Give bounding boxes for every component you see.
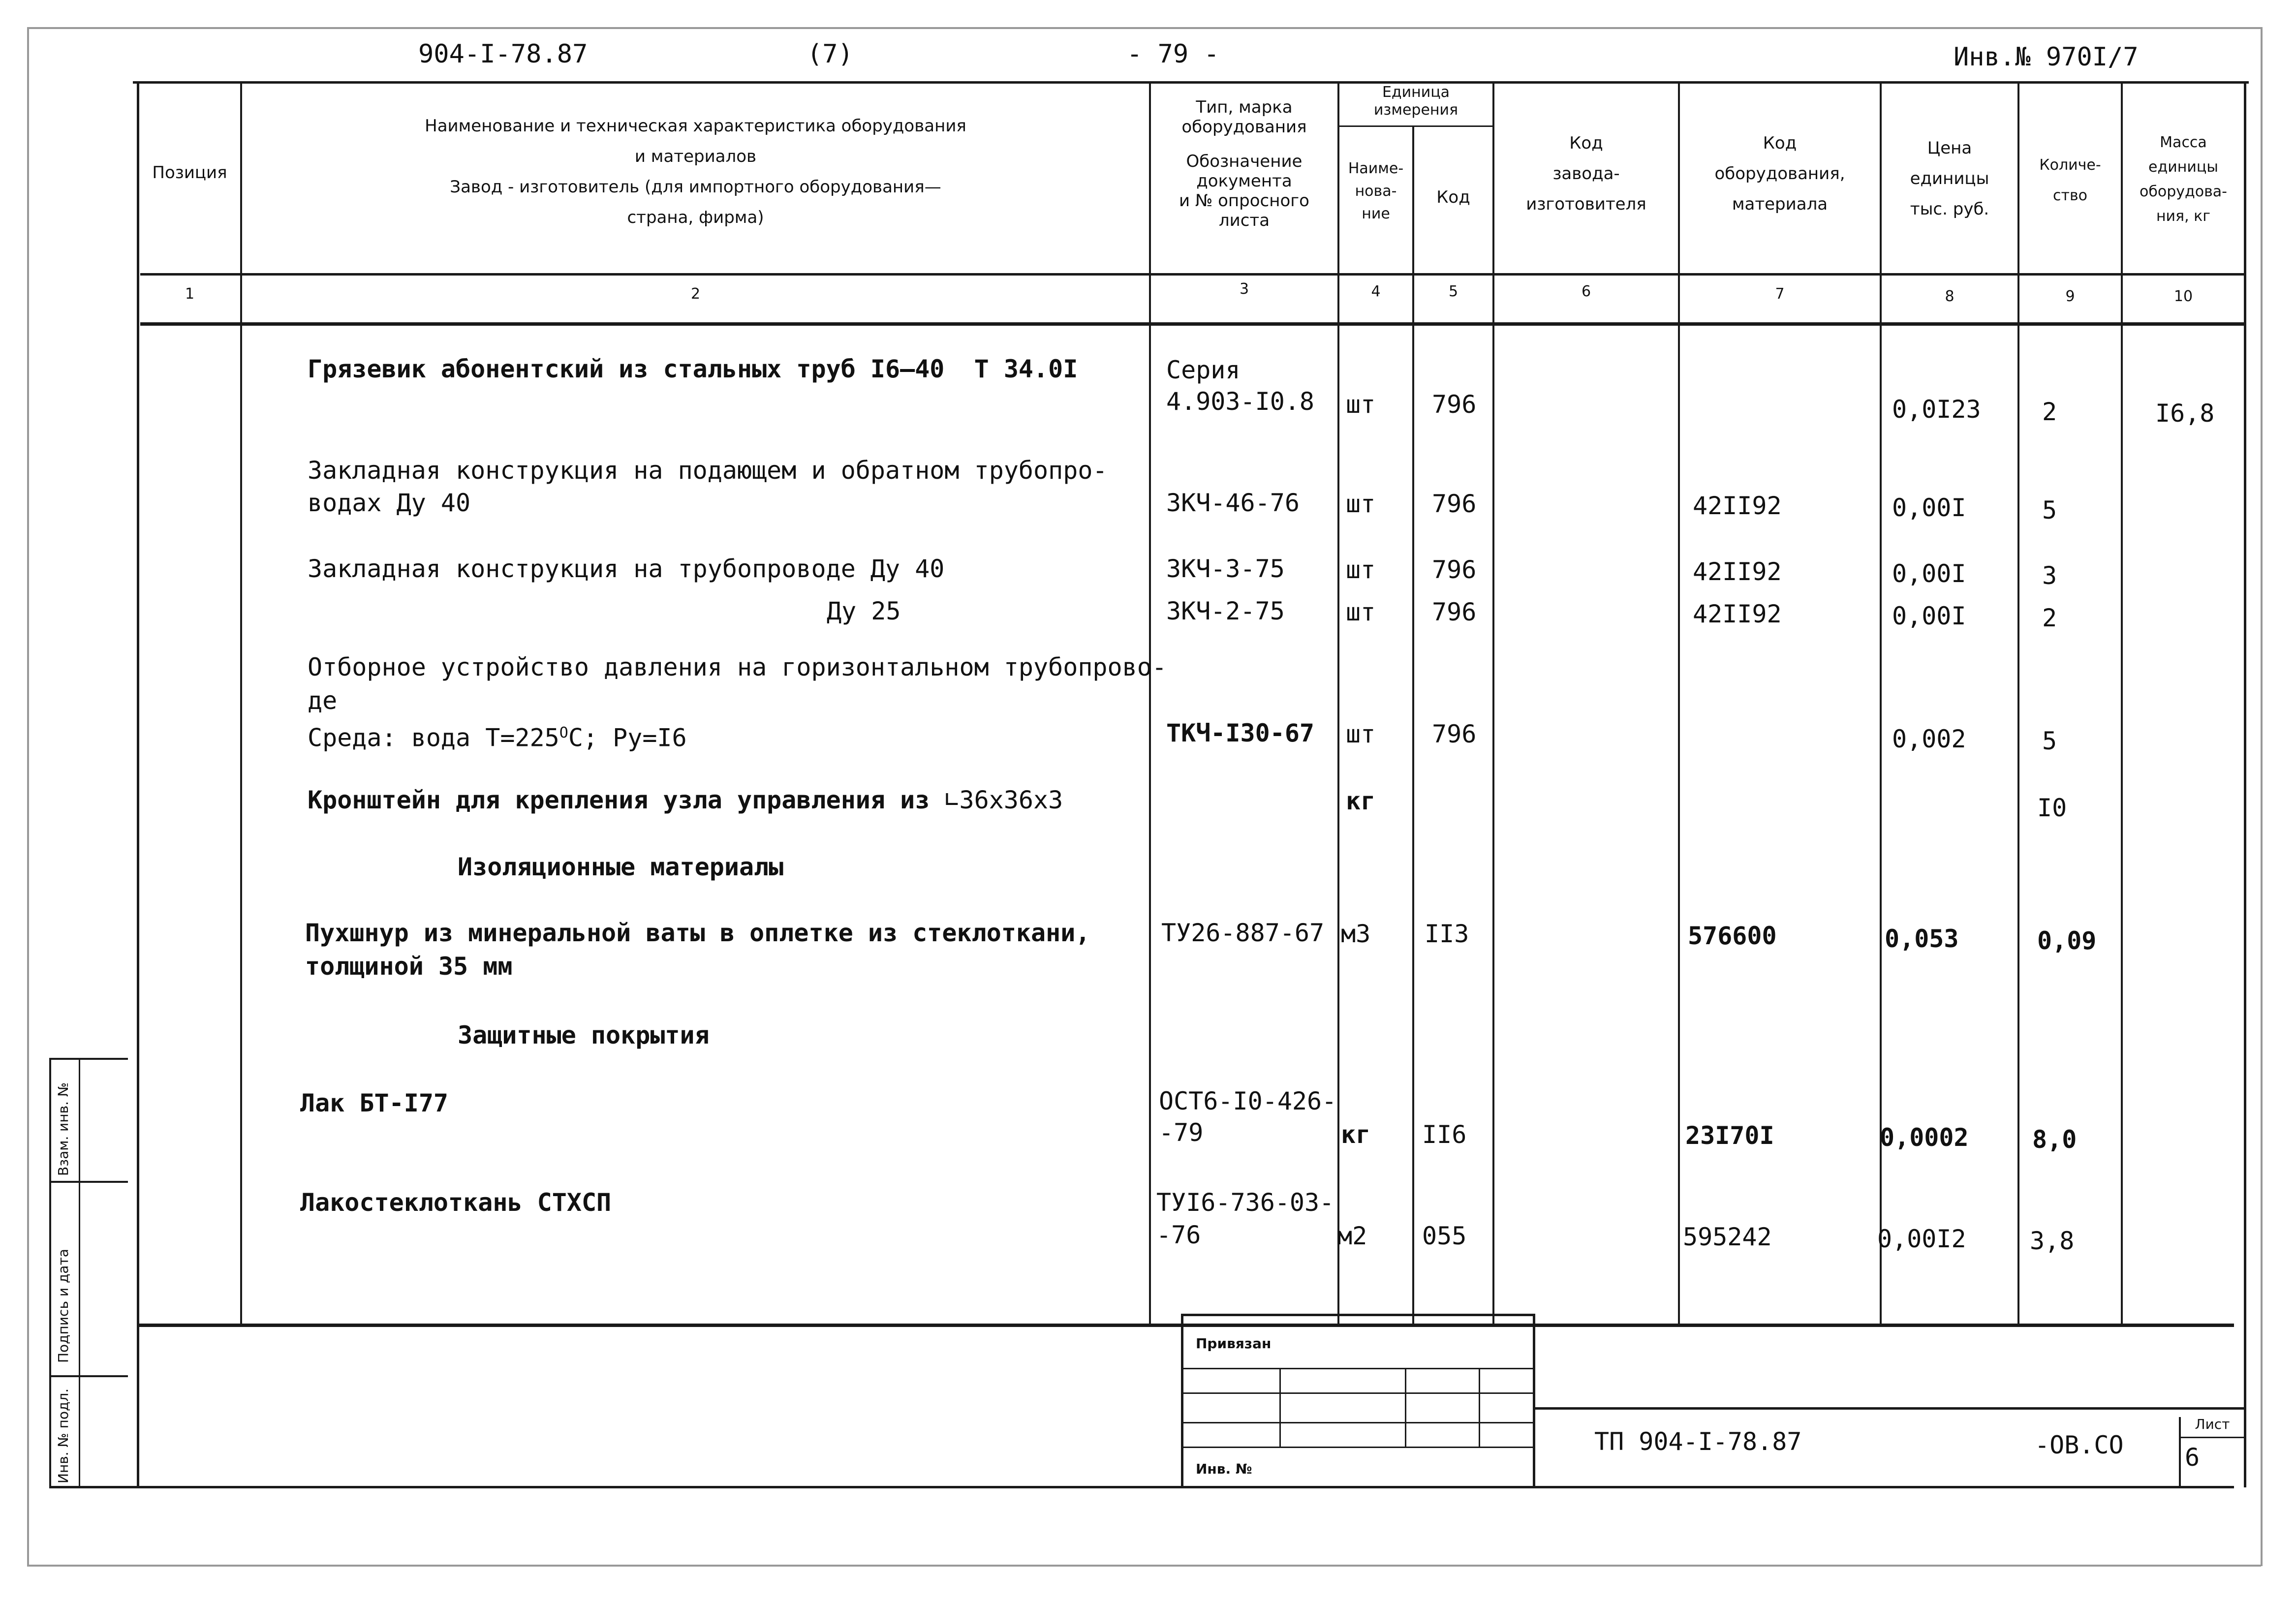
row-price: 0,0002 <box>1880 1123 1969 1152</box>
row-unit: м2 <box>1337 1222 1367 1250</box>
side-strip-sep <box>49 1181 128 1183</box>
row-unit-code: 796 <box>1432 598 1477 626</box>
table-top <box>133 81 2249 84</box>
col-sep <box>1337 81 1339 1324</box>
header-quantity-line: Количе- <box>2039 156 2101 174</box>
outer-left <box>27 27 29 1566</box>
header-price-line: тыс. руб. <box>1910 199 1989 219</box>
header-type-line: и № опросного <box>1179 191 1309 211</box>
header-maker-line: завода- <box>1552 164 1620 184</box>
frame-right <box>2244 81 2246 1487</box>
header-maker-line: изготовителя <box>1526 194 1646 214</box>
header-unit-code: Код <box>1436 187 1470 207</box>
row-unit-code: 055 <box>1422 1222 1467 1250</box>
header-material-line: Код <box>1763 133 1797 153</box>
row-name-part: С; Ру=I6 <box>568 723 687 752</box>
row-price: 0,00I <box>1892 559 1966 588</box>
header-mass <box>2123 130 2244 229</box>
header-unit-name-line: нова- <box>1355 183 1397 200</box>
col-number: 3 <box>1239 280 1249 298</box>
row-name-superscript: О <box>559 724 568 741</box>
stamp-grid-v <box>1279 1368 1281 1447</box>
row-price: 0,053 <box>1885 925 1959 953</box>
row-price: 0,00I <box>1892 494 1966 522</box>
row-name-part: Среда: вода Т=225 <box>308 723 559 752</box>
row-name: Лакостеклоткань СТХСП <box>300 1188 612 1217</box>
stamp-box-top <box>1181 1314 1535 1316</box>
sheet-number: 6 <box>2185 1443 2200 1472</box>
col-number: 7 <box>1775 285 1785 303</box>
row-type: ТКЧ-I30-67 <box>1166 719 1315 747</box>
row-unit-code: 796 <box>1432 390 1477 419</box>
side-strip-left <box>49 1058 51 1486</box>
sheet-label: Лист <box>2195 1416 2230 1432</box>
header-unit-group-line: измерения <box>1373 101 1458 119</box>
row-unit-code: II3 <box>1425 920 1469 948</box>
col-number: 6 <box>1581 283 1591 300</box>
header-name-line: Завод - изготовитель (для импортного оборудования— <box>450 177 941 197</box>
row-type: ТУ26-887-67 <box>1161 919 1325 947</box>
unit-group-sep <box>1337 125 1492 127</box>
inventory-number: Инв.№ 970I/7 <box>1954 42 2139 72</box>
header-name-line: Наименование и техническая характеристика оборудования <box>425 116 966 136</box>
row-qty: 8,0 <box>2032 1125 2077 1154</box>
col-sep <box>2017 81 2019 1324</box>
header-quantity <box>2019 150 2121 211</box>
header-maker-code <box>1494 128 1678 219</box>
row-name <box>308 784 1063 816</box>
row-unit-code: 796 <box>1432 490 1477 518</box>
side-strip-sep <box>49 1375 128 1377</box>
header-unit-name-line: ние <box>1362 205 1390 222</box>
stamp-box-right <box>1533 1314 1535 1486</box>
row-unit: шт <box>1346 555 1376 584</box>
header-mass-line: ния, кг <box>2156 208 2211 225</box>
sheet-parens: (7) <box>807 39 853 69</box>
row-unit: шт <box>1346 390 1376 419</box>
row-unit-code: 796 <box>1432 720 1477 748</box>
stamp-bound-label: Привязан <box>1196 1335 1272 1352</box>
header-unit-group <box>1339 84 1492 119</box>
row-unit: м3 <box>1341 920 1371 948</box>
header-unit-name <box>1339 157 1412 225</box>
row-mat-code: 23I70I <box>1685 1121 1774 1150</box>
sheet-box-sep <box>2179 1437 2245 1438</box>
row-unit: шт <box>1346 490 1376 518</box>
header-type-line: Тип, марка <box>1196 97 1293 117</box>
row-qty: 5 <box>2042 496 2057 524</box>
header-quantity-line: ство <box>2052 187 2087 204</box>
col-sep <box>1492 81 1494 1324</box>
row-name: водах Ду 40 <box>308 489 471 517</box>
header-type-line: оборудования <box>1181 117 1307 137</box>
row-name-part: Кронштейн для крепления узла управления из <box>308 786 930 814</box>
row-type: ЗКЧ-2-75 <box>1166 597 1285 625</box>
header-name <box>242 111 1149 233</box>
header-mass-line: Масса <box>2160 134 2207 151</box>
header-price-line: Цена <box>1927 138 1972 158</box>
row-mat-code: 595242 <box>1683 1223 1772 1251</box>
header-name-line: и материалов <box>634 147 757 166</box>
header-sep <box>140 273 2246 276</box>
stamp-inv-label: Инв. № <box>1196 1461 1252 1477</box>
row-name: Закладная конструкция на подающем и обратном трубопро- <box>308 456 1108 485</box>
header-type-line: Обозначение <box>1186 152 1303 171</box>
row-name: Отборное устройство давления на горизонтальном трубопрово- <box>308 653 1167 681</box>
side-strip-sep <box>49 1058 128 1060</box>
row-price: 0,0I23 <box>1892 395 1981 424</box>
row-profile: ∟36х36х3 <box>944 786 1063 814</box>
stamp-doc-code: ТП 904-I-78.87 <box>1594 1427 1802 1456</box>
header-material-line: оборудования, <box>1714 164 1845 184</box>
outer-bottom <box>27 1565 2261 1567</box>
col-sep <box>1412 125 1414 1324</box>
page-number: - 79 - <box>1127 39 1219 69</box>
row-type: 4.903-I0.8 <box>1166 387 1315 416</box>
col-sep <box>1149 81 1151 1324</box>
row-unit: шт <box>1346 720 1376 748</box>
col-number: 5 <box>1448 283 1458 300</box>
row-qty: 2 <box>2042 398 2057 426</box>
col-number: 9 <box>2065 288 2075 305</box>
header-price <box>1882 133 2017 224</box>
col-sep <box>2121 81 2123 1324</box>
row-mat-code: 42II92 <box>1693 557 1782 586</box>
row-name: Грязевик абонентский из стальных труб I6—40 Т 34.0I <box>308 355 1078 383</box>
col-number: 1 <box>185 285 195 303</box>
header-mass-line: оборудова- <box>2140 183 2227 200</box>
col-number: 4 <box>1371 283 1381 300</box>
row-name: Закладная конструкция на трубопроводе Ду 40 <box>308 555 945 583</box>
row-unit: шт <box>1346 598 1376 626</box>
row-type: ОСТ6-I0-426- <box>1159 1087 1337 1115</box>
body-bottom <box>138 1324 2234 1327</box>
stamp-box-left <box>1181 1314 1183 1486</box>
outer-right <box>2261 27 2263 1566</box>
header-mass-line: единицы <box>2148 158 2218 176</box>
stamp-grid-v <box>1479 1368 1480 1447</box>
header-price-line: единицы <box>1910 169 1989 188</box>
row-name: толщиной 35 мм <box>305 952 513 981</box>
row-mass: I6,8 <box>2155 399 2215 428</box>
frame-bottom <box>49 1486 2234 1488</box>
col-sep <box>1678 81 1680 1324</box>
side-label-replaced-inv: Взам. инв. № <box>55 1082 71 1176</box>
header-position: Позиция <box>152 163 227 183</box>
header-material-code <box>1680 128 1880 219</box>
stamp-main-top <box>1535 1407 2244 1410</box>
row-unit-code: 796 <box>1432 555 1477 584</box>
header-type-line: документа <box>1196 171 1292 191</box>
row-qty: 5 <box>2042 727 2057 755</box>
row-type: ЗКЧ-46-76 <box>1166 489 1300 517</box>
stamp-grid-v <box>1405 1368 1406 1447</box>
row-type: Серия <box>1166 356 1241 384</box>
row-qty: 3,8 <box>2030 1227 2075 1255</box>
section-title: Изоляционные материалы <box>458 853 784 881</box>
row-qty: I0 <box>2037 794 2067 822</box>
row-price: 0,00I2 <box>1877 1225 1966 1253</box>
top-border <box>27 27 2261 29</box>
colnum-sep <box>140 322 2246 326</box>
row-qty: 2 <box>2042 604 2057 632</box>
header-unit-name-line: Наиме- <box>1348 160 1404 177</box>
header-type <box>1151 97 1337 230</box>
col-number: 10 <box>2173 288 2193 305</box>
row-mat-code: 42II92 <box>1693 492 1782 520</box>
row-type: ТУI6-736-03- <box>1156 1188 1334 1217</box>
row-qty: 3 <box>2042 561 2057 590</box>
row-name: Лак БТ-I77 <box>300 1089 449 1117</box>
row-type: ЗКЧ-3-75 <box>1166 555 1285 583</box>
header-type-line: листа <box>1218 211 1270 230</box>
row-unit: кг <box>1346 787 1376 815</box>
row-name: де <box>308 686 338 715</box>
header-unit-group-line: Единица <box>1382 84 1450 101</box>
row-name: Пухшнур из минеральной ваты в оплетке из стеклоткани, <box>305 919 1090 947</box>
doc-code: 904-I-78.87 <box>418 39 588 69</box>
section-title: Защитные покрытия <box>458 1021 710 1049</box>
stamp-doc-suffix: -ОВ.СО <box>2035 1431 2124 1459</box>
row-price: 0,002 <box>1892 725 1966 753</box>
row-name: Ду 25 <box>827 597 901 625</box>
row-unit-code: II6 <box>1422 1120 1467 1149</box>
row-unit: кг <box>1341 1120 1371 1149</box>
col-number: 8 <box>1945 288 1955 305</box>
row-name <box>308 717 687 754</box>
header-maker-line: Код <box>1569 133 1603 153</box>
header-material-line: материала <box>1732 194 1828 214</box>
col-number: 2 <box>690 285 701 303</box>
row-mat-code: 42II92 <box>1693 600 1782 628</box>
header-name-line: страна, фирма) <box>627 208 764 227</box>
side-label-original-inv: Инв. № подл. <box>55 1388 71 1483</box>
stamp-grid-h <box>1181 1447 1533 1448</box>
side-label-signature-date: Подпись и дата <box>55 1249 71 1363</box>
row-type: -76 <box>1156 1221 1201 1249</box>
side-strip-col <box>79 1058 80 1486</box>
row-mat-code: 576600 <box>1688 922 1777 950</box>
row-price: 0,00I <box>1892 602 1966 630</box>
col-sep <box>240 81 242 1324</box>
row-qty: 0,09 <box>2037 926 2097 955</box>
row-type: -79 <box>1159 1118 1204 1147</box>
